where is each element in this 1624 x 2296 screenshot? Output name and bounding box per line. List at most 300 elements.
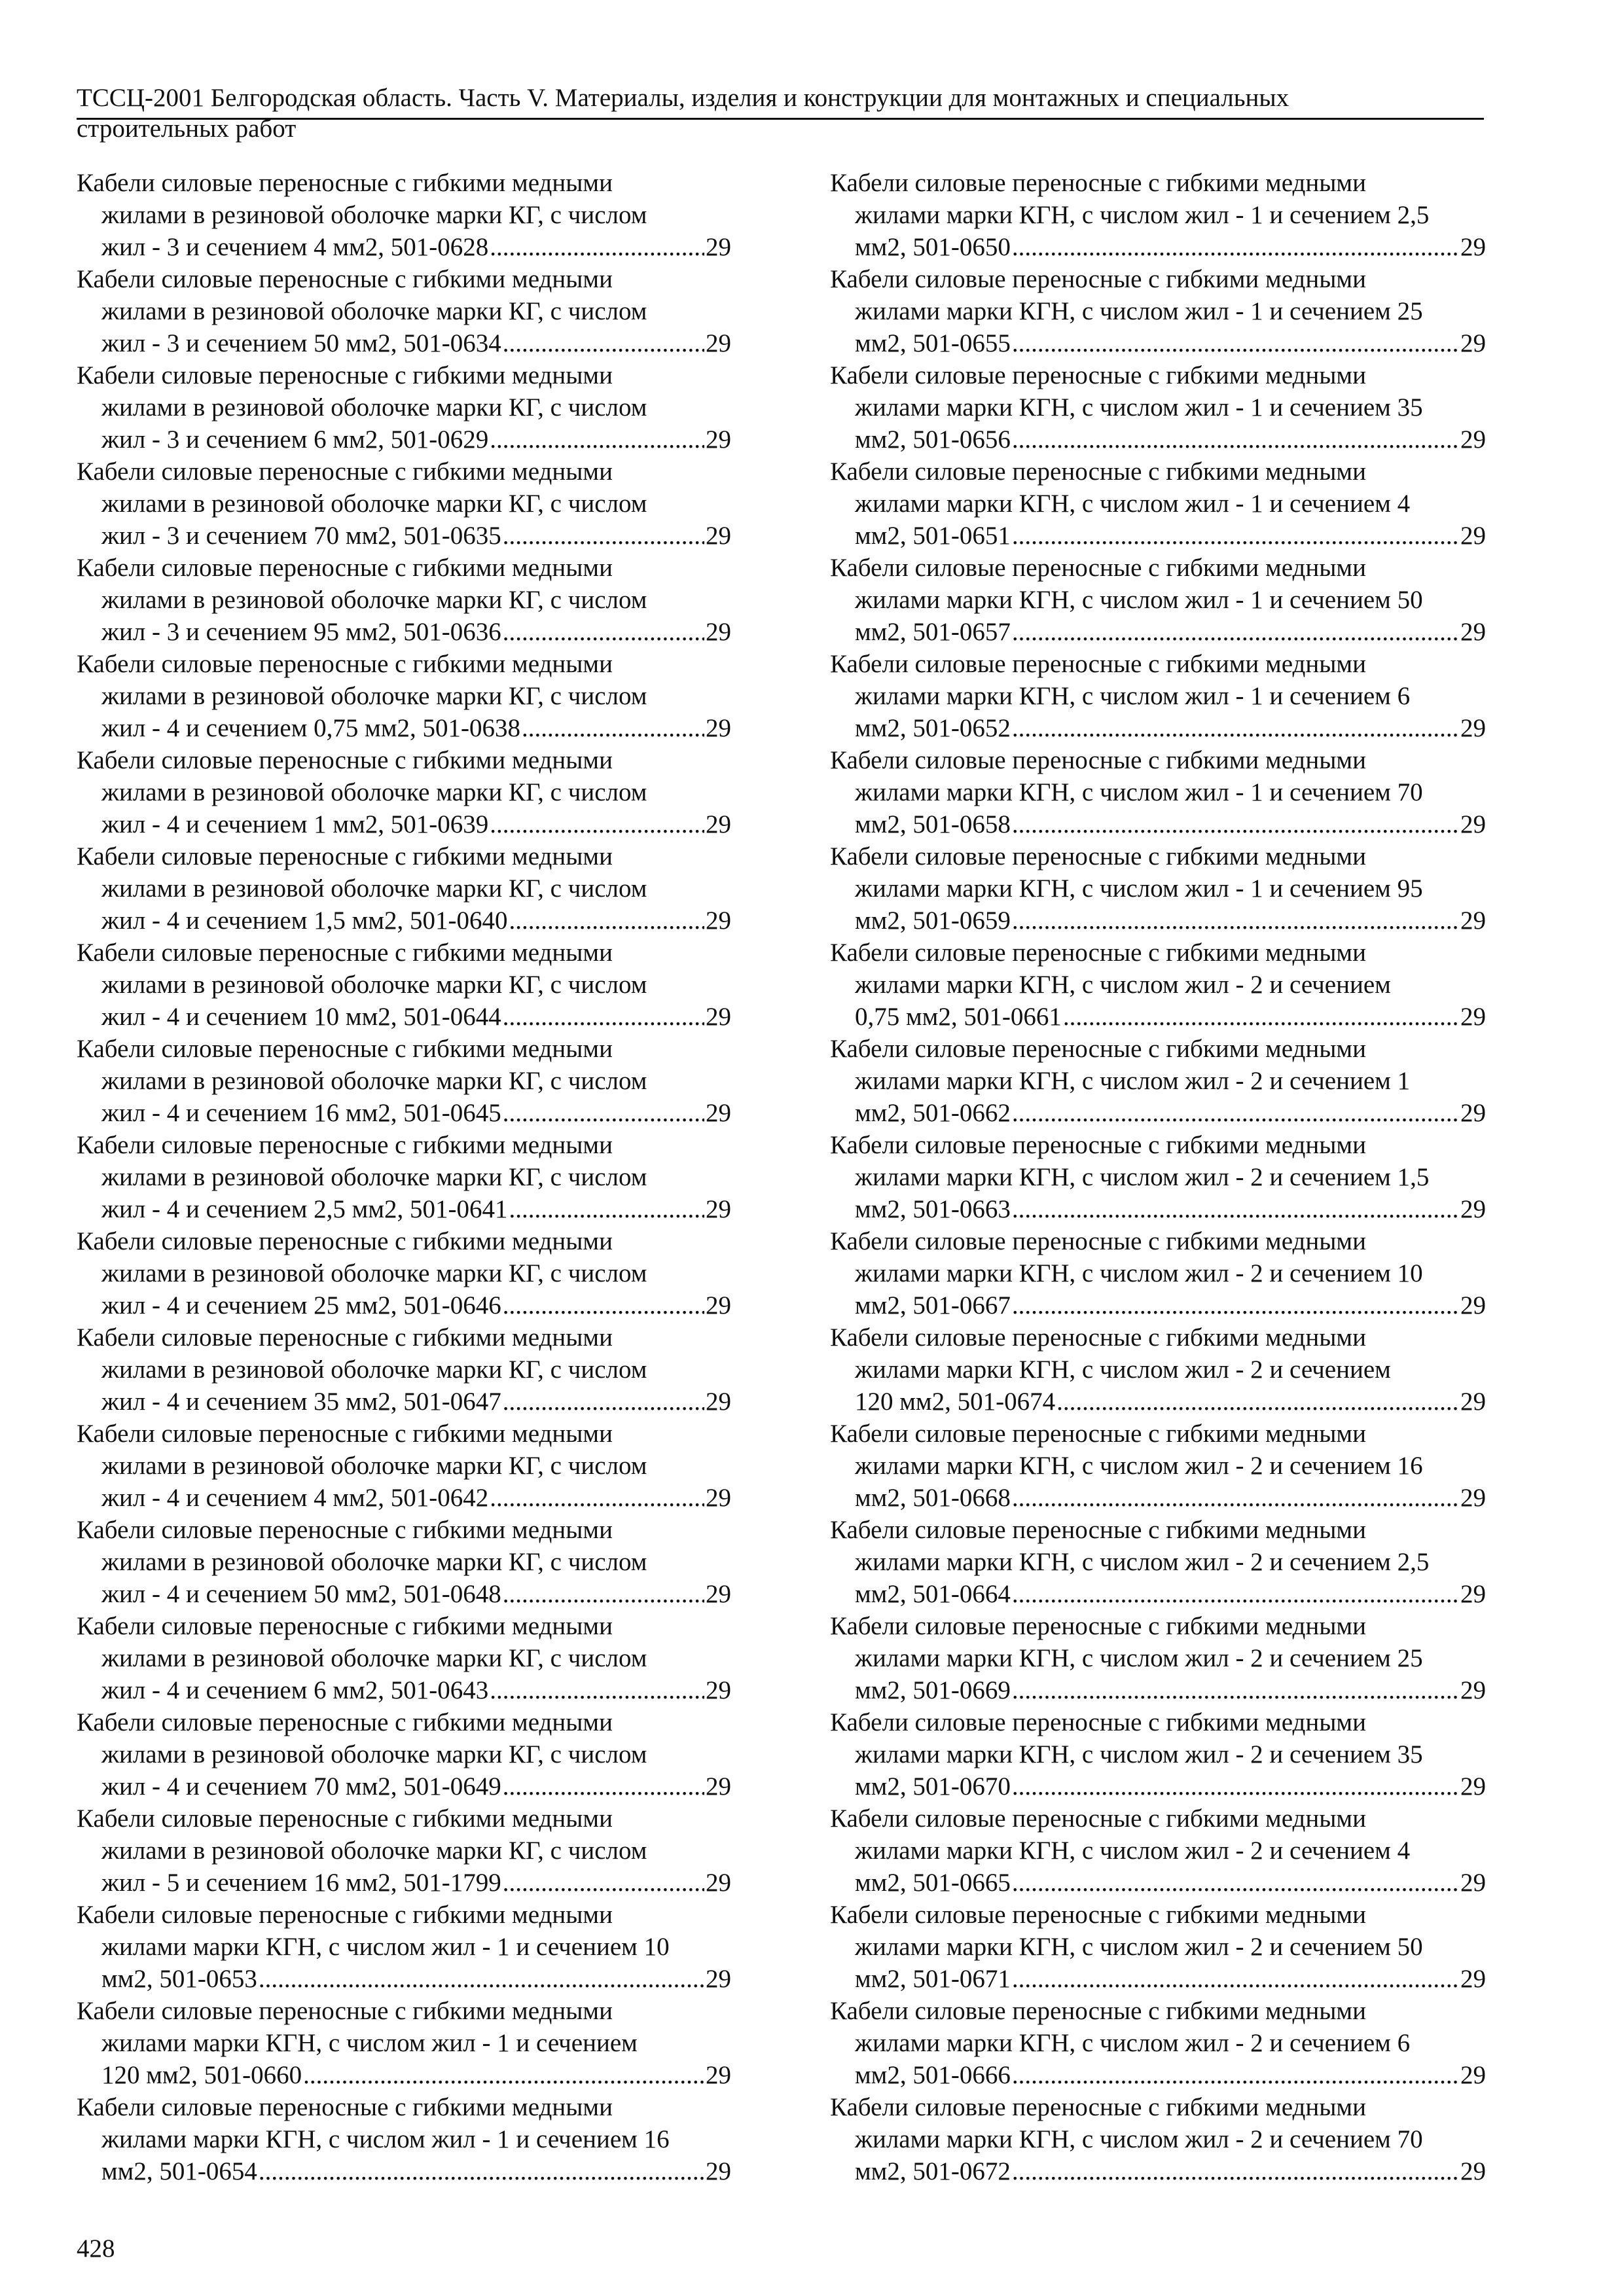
entry-text-line-1: Кабели силовые переносные с гибкими медными <box>830 1035 1366 1063</box>
entry-last-line <box>77 1193 731 1225</box>
entry-text-line-1: Кабели силовые переносные с гибкими медными <box>77 1035 613 1063</box>
entry-last-line <box>830 2059 1486 2091</box>
dot-leader <box>1063 1001 1459 1033</box>
entry-text-line-1: Кабели силовые переносные с гибкими медными <box>830 1227 1366 1255</box>
entry-text-line-2: жилами марки КГН, с числом жил - 1 и сечением 4 <box>855 490 1411 518</box>
entry-page-number: 29 <box>706 1965 731 1993</box>
entry-text-line-1: Кабели силовые переносные с гибкими медными <box>77 1708 613 1736</box>
dot-leader <box>1012 1770 1459 1803</box>
entry-text-line-3: жил - 4 и сечением 25 мм2, 501-0646 <box>101 1291 501 1319</box>
dot-leader <box>503 520 704 552</box>
entry-text-line-3: жил - 3 и сечением 4 мм2, 501-0628 <box>101 233 489 261</box>
dot-leader <box>503 1001 704 1033</box>
entry-text-line-1: Кабели силовые переносные с гибкими медными <box>77 361 613 389</box>
entry-text-line-1: Кабели силовые переносные с гибкими медными <box>830 1901 1366 1929</box>
entry-text-line-3: мм2, 501-0653 <box>101 1965 257 1993</box>
entry-last-line <box>830 2155 1486 2187</box>
entry-page-number: 29 <box>1460 1869 1486 1897</box>
index-entry <box>830 648 1486 744</box>
index-entry <box>830 1225 1486 1321</box>
index-column-left <box>77 167 731 2187</box>
entry-text-line-3: мм2, 501-0655 <box>855 329 1011 357</box>
dot-leader <box>1056 1386 1459 1418</box>
entry-page-number: 29 <box>706 1772 731 1801</box>
entry-text-line-2: жилами марки КГН, с числом жил - 1 и сечением 6 <box>855 682 1411 710</box>
entry-text-line-3: жил - 4 и сечением 16 мм2, 501-0645 <box>101 1099 501 1127</box>
dot-leader <box>1012 1289 1459 1321</box>
dot-leader <box>259 2155 704 2187</box>
entry-text-line-3: мм2, 501-0657 <box>855 618 1011 646</box>
page-header <box>77 82 1484 144</box>
entry-last-line <box>77 616 731 648</box>
index-entry <box>77 1225 731 1321</box>
entry-page-number: 29 <box>706 329 731 357</box>
entry-page-number: 29 <box>1460 714 1486 742</box>
index-entry <box>77 840 731 937</box>
entry-text-line-2: жилами в резиновой оболочке марки КГ, с числом <box>101 778 647 806</box>
entry-text-line-3: жил - 3 и сечением 70 мм2, 501-0635 <box>101 522 501 550</box>
index-entry <box>830 744 1486 840</box>
entry-text-line-1: Кабели силовые переносные с гибкими медными <box>77 1131 613 1159</box>
index-entry <box>77 1418 731 1514</box>
entry-page-number: 29 <box>706 714 731 742</box>
entry-last-line <box>830 423 1486 456</box>
entry-text-line-1: Кабели силовые переносные с гибкими медными <box>830 1516 1366 1544</box>
dot-leader <box>1012 1097 1459 1129</box>
entry-text-line-1: Кабели силовые переносные с гибкими медными <box>77 1227 613 1255</box>
dot-leader <box>490 1482 704 1514</box>
entry-page-number: 29 <box>706 1484 731 1512</box>
entry-page-number: 29 <box>706 2061 731 2089</box>
entry-text-line-2: жилами марки КГН, с числом жил - 2 и сечением 10 <box>855 1259 1423 1287</box>
entry-last-line <box>77 327 731 359</box>
entry-page-number: 29 <box>1460 1772 1486 1801</box>
entry-text-line-2: жилами марки КГН, с числом жил - 2 и сечением 50 <box>855 1933 1423 1961</box>
entry-text-line-1: Кабели силовые переносные с гибкими медными <box>830 2093 1366 2121</box>
entry-last-line <box>77 231 731 263</box>
entry-last-line <box>830 1770 1486 1803</box>
entry-text-line-3: мм2, 501-0651 <box>855 522 1011 550</box>
header-title-line-1: ТССЦ-2001 Белгородская область. Часть V. Материалы, изделия и конструкции для монтажных и специальных <box>77 84 1290 112</box>
entry-text-line-3: жил - 3 и сечением 6 мм2, 501-0629 <box>101 425 489 454</box>
entry-text-line-1: Кабели силовые переносные с гибкими медными <box>77 842 613 870</box>
entry-text-line-3: мм2, 501-0656 <box>855 425 1011 454</box>
index-entry <box>77 456 731 552</box>
dot-leader <box>503 1578 704 1610</box>
entry-text-line-3: мм2, 501-0662 <box>855 1099 1011 1127</box>
entry-text-line-3: 120 мм2, 501-0660 <box>101 2061 302 2089</box>
entry-text-line-1: Кабели силовые переносные с гибкими медными <box>830 265 1366 293</box>
entry-last-line <box>830 1097 1486 1129</box>
entry-text-line-3: мм2, 501-0663 <box>855 1195 1011 1223</box>
dot-leader <box>509 905 704 937</box>
entry-text-line-2: жилами марки КГН, с числом жил - 1 и сечением <box>101 2029 638 2057</box>
index-entry <box>830 1514 1486 1610</box>
entry-text-line-2: жилами в резиновой оболочке марки КГ, с числом <box>101 1837 647 1865</box>
entry-text-line-3: жил - 3 и сечением 95 мм2, 501-0636 <box>101 618 501 646</box>
dot-leader <box>503 1289 704 1321</box>
entry-text-line-1: Кабели силовые переносные с гибкими медными <box>830 650 1366 678</box>
entry-page-number: 29 <box>706 1099 731 1127</box>
index-entry <box>77 1995 731 2091</box>
entry-page-number: 29 <box>1460 906 1486 935</box>
entry-text-line-1: Кабели силовые переносные с гибкими медными <box>830 1420 1366 1448</box>
dot-leader <box>1012 2155 1459 2187</box>
index-entry <box>830 1033 1486 1129</box>
entry-text-line-3: жил - 4 и сечением 6 мм2, 501-0643 <box>101 1676 489 1704</box>
dot-leader <box>1012 520 1459 552</box>
dot-leader <box>1012 1963 1459 1995</box>
entry-text-line-2: жилами марки КГН, с числом жил - 2 и сечением 16 <box>855 1452 1423 1480</box>
entry-text-line-1: Кабели силовые переносные с гибкими медными <box>77 169 613 197</box>
index-entry <box>77 648 731 744</box>
dot-leader <box>503 1770 704 1803</box>
entry-page-number: 29 <box>1460 1484 1486 1512</box>
entry-last-line <box>77 1578 731 1610</box>
dot-leader <box>1012 808 1459 840</box>
entry-text-line-2: жилами в резиновой оболочке марки КГ, с числом <box>101 490 647 518</box>
entry-text-line-3: жил - 4 и сечением 4 мм2, 501-0642 <box>101 1484 489 1512</box>
index-entry <box>77 1803 731 1899</box>
entry-text-line-2: жилами марки КГН, с числом жил - 1 и сечением 35 <box>855 393 1423 422</box>
entry-text-line-3: жил - 4 и сечением 1 мм2, 501-0639 <box>101 810 489 838</box>
entry-text-line-1: Кабели силовые переносные с гибкими медными <box>830 361 1366 389</box>
entry-last-line <box>77 1963 731 1995</box>
dot-leader <box>1012 231 1459 263</box>
entry-text-line-3: мм2, 501-0666 <box>855 2061 1011 2089</box>
entry-page-number: 29 <box>706 1676 731 1704</box>
dot-leader <box>1012 712 1459 744</box>
entry-page-number: 29 <box>1460 1580 1486 1608</box>
entry-text-line-3: жил - 3 и сечением 50 мм2, 501-0634 <box>101 329 501 357</box>
entry-text-line-3: жил - 4 и сечением 70 мм2, 501-0649 <box>101 1772 501 1801</box>
entry-text-line-3: жил - 4 и сечением 50 мм2, 501-0648 <box>101 1580 501 1608</box>
entry-text-line-2: жилами в резиновой оболочке марки КГ, с числом <box>101 1548 647 1576</box>
entry-page-number: 29 <box>1460 329 1486 357</box>
entry-page-number: 29 <box>1460 1195 1486 1223</box>
entry-last-line <box>830 1482 1486 1514</box>
index-entry <box>77 1033 731 1129</box>
index-entry <box>830 1610 1486 1706</box>
entry-text-line-2: жилами в резиновой оболочке марки КГ, с числом <box>101 1067 647 1095</box>
index-entry <box>77 167 731 263</box>
entry-text-line-1: Кабели силовые переносные с гибкими медными <box>77 1804 613 1833</box>
entry-last-line <box>77 1674 731 1706</box>
dot-leader <box>303 2059 704 2091</box>
entry-text-line-3: мм2, 501-0664 <box>855 1580 1011 1608</box>
entry-last-line <box>77 712 731 744</box>
dot-leader <box>509 1193 704 1225</box>
index-entry <box>77 359 731 456</box>
entry-text-line-1: Кабели силовые переносные с гибкими медными <box>830 1131 1366 1159</box>
entry-page-number: 29 <box>1460 1099 1486 1127</box>
entry-text-line-2: жилами марки КГН, с числом жил - 2 и сечением <box>855 971 1391 999</box>
index-entry <box>77 2091 731 2187</box>
entry-last-line <box>830 520 1486 552</box>
dot-leader <box>1012 2059 1459 2091</box>
entry-text-line-1: Кабели силовые переносные с гибкими медными <box>77 1997 613 2025</box>
entry-text-line-1: Кабели силовые переносные с гибкими медными <box>830 1804 1366 1833</box>
entry-text-line-3: жил - 5 и сечением 16 мм2, 501-1799 <box>101 1869 501 1897</box>
entry-text-line-1: Кабели силовые переносные с гибкими медными <box>830 1708 1366 1736</box>
entry-text-line-3: мм2, 501-0650 <box>855 233 1011 261</box>
dot-leader <box>503 1097 704 1129</box>
index-entry <box>830 1995 1486 2091</box>
entry-page-number: 29 <box>1460 2061 1486 2089</box>
entry-last-line <box>830 1193 1486 1225</box>
entry-page-number: 29 <box>706 2157 731 2185</box>
index-entry <box>77 1899 731 1995</box>
entry-text-line-3: 120 мм2, 501-0674 <box>855 1388 1056 1416</box>
page-number: 428 <box>77 2234 115 2263</box>
entry-text-line-3: жил - 4 и сечением 10 мм2, 501-0644 <box>101 1003 501 1031</box>
entry-page-number: 29 <box>1460 233 1486 261</box>
index-entry <box>77 744 731 840</box>
entry-last-line <box>830 1578 1486 1610</box>
header-rule <box>77 118 1484 120</box>
entry-last-line <box>77 1867 731 1899</box>
entry-text-line-1: Кабели силовые переносные с гибкими медными <box>77 650 613 678</box>
dot-leader <box>1012 905 1459 937</box>
entry-page-number: 29 <box>1460 810 1486 838</box>
index-entry <box>830 456 1486 552</box>
entry-last-line <box>830 327 1486 359</box>
entry-text-line-1: Кабели силовые переносные с гибкими медными <box>77 746 613 774</box>
index-entry <box>830 167 1486 263</box>
index-entry <box>77 1129 731 1225</box>
dot-leader <box>490 1674 704 1706</box>
entry-last-line <box>77 808 731 840</box>
entry-text-line-3: мм2, 501-0669 <box>855 1676 1011 1704</box>
entry-text-line-2: жилами марки КГН, с числом жил - 2 и сечением 1 <box>855 1067 1411 1095</box>
entry-text-line-1: Кабели силовые переносные с гибкими медными <box>77 265 613 293</box>
entry-text-line-1: Кабели силовые переносные с гибкими медными <box>77 1323 613 1352</box>
entry-text-line-3: жил - 4 и сечением 0,75 мм2, 501-0638 <box>101 714 521 742</box>
entry-last-line <box>830 712 1486 744</box>
entry-text-line-3: 0,75 мм2, 501-0661 <box>855 1003 1062 1031</box>
index-entry <box>830 1129 1486 1225</box>
entry-text-line-2: жилами в резиновой оболочке марки КГ, с числом <box>101 682 647 710</box>
index-entry <box>830 1899 1486 1995</box>
entry-text-line-2: жилами в резиновой оболочке марки КГ, с числом <box>101 1355 647 1384</box>
dot-leader <box>1012 423 1459 456</box>
index-entry <box>77 552 731 648</box>
entry-page-number: 29 <box>1460 1388 1486 1416</box>
entry-last-line <box>77 520 731 552</box>
entry-text-line-2: жилами в резиновой оболочке марки КГ, с числом <box>101 1259 647 1287</box>
entry-page-number: 29 <box>706 618 731 646</box>
entry-text-line-1: Кабели силовые переносные с гибкими медными <box>830 169 1366 197</box>
entry-text-line-2: жилами в резиновой оболочке марки КГ, с числом <box>101 393 647 422</box>
entry-last-line <box>77 1289 731 1321</box>
entry-text-line-2: жилами марки КГН, с числом жил - 2 и сечением <box>855 1355 1391 1384</box>
entry-page-number: 29 <box>1460 425 1486 454</box>
entry-text-line-3: жил - 4 и сечением 1,5 мм2, 501-0640 <box>101 906 508 935</box>
index-entry <box>830 2091 1486 2187</box>
dot-leader <box>503 1867 704 1899</box>
index-entry <box>830 1321 1486 1418</box>
entry-text-line-2: жилами марки КГН, с числом жил - 2 и сечением 6 <box>855 2029 1411 2057</box>
dot-leader <box>503 327 704 359</box>
entry-page-number: 29 <box>706 1195 731 1223</box>
index-entry <box>77 1514 731 1610</box>
entry-page-number: 29 <box>706 1003 731 1031</box>
index-entry <box>77 1610 731 1706</box>
entry-last-line <box>830 1386 1486 1418</box>
header-title-line-2: строительных работ <box>77 115 297 143</box>
entry-text-line-2: жилами в резиновой оболочке марки КГ, с числом <box>101 586 647 614</box>
entry-last-line <box>830 1674 1486 1706</box>
dot-leader <box>503 616 704 648</box>
index-entry <box>830 1803 1486 1899</box>
entry-text-line-1: Кабели силовые переносные с гибкими медными <box>830 554 1366 582</box>
index-entry <box>830 359 1486 456</box>
index-entry <box>830 1418 1486 1514</box>
dot-leader <box>522 712 704 744</box>
entry-text-line-2: жилами марки КГН, с числом жил - 1 и сечением 95 <box>855 874 1423 903</box>
entry-last-line <box>830 1963 1486 1995</box>
index-entry <box>77 937 731 1033</box>
entry-text-line-3: жил - 4 и сечением 2,5 мм2, 501-0641 <box>101 1195 508 1223</box>
entry-last-line <box>77 1001 731 1033</box>
entry-page-number: 29 <box>706 1580 731 1608</box>
dot-leader <box>259 1963 704 1995</box>
entry-page-number: 29 <box>1460 1965 1486 1993</box>
entry-last-line <box>830 905 1486 937</box>
entry-text-line-3: мм2, 501-0671 <box>855 1965 1011 1993</box>
entry-last-line <box>77 1770 731 1803</box>
entry-last-line <box>830 1001 1486 1033</box>
entry-text-line-3: мм2, 501-0652 <box>855 714 1011 742</box>
dot-leader <box>490 808 704 840</box>
entry-last-line <box>77 423 731 456</box>
dot-leader <box>490 231 704 263</box>
entry-last-line <box>77 2155 731 2187</box>
entry-page-number: 29 <box>706 233 731 261</box>
entry-last-line <box>830 1289 1486 1321</box>
entry-last-line <box>77 1482 731 1514</box>
entry-text-line-2: жилами марки КГН, с числом жил - 1 и сечением 10 <box>101 1933 670 1961</box>
entry-text-line-1: Кабели силовые переносные с гибкими медными <box>830 457 1366 486</box>
entry-last-line <box>830 808 1486 840</box>
dot-leader <box>1012 616 1459 648</box>
entry-text-line-2: жилами марки КГН, с числом жил - 2 и сечением 1,5 <box>855 1163 1430 1191</box>
entry-text-line-3: мм2, 501-0654 <box>101 2157 257 2185</box>
entry-last-line <box>77 905 731 937</box>
entry-page-number: 29 <box>706 1291 731 1319</box>
entry-text-line-2: жилами марки КГН, с числом жил - 2 и сечением 4 <box>855 1837 1411 1865</box>
index-entry <box>830 1706 1486 1803</box>
entry-text-line-1: Кабели силовые переносные с гибкими медными <box>830 1323 1366 1352</box>
dot-leader <box>1012 327 1459 359</box>
entry-text-line-1: Кабели силовые переносные с гибкими медными <box>830 1997 1366 2025</box>
entry-page-number: 29 <box>706 425 731 454</box>
entry-page-number: 29 <box>706 906 731 935</box>
entry-last-line <box>830 231 1486 263</box>
entry-page-number: 29 <box>706 1388 731 1416</box>
entry-text-line-3: мм2, 501-0670 <box>855 1772 1011 1801</box>
entry-text-line-1: Кабели силовые переносные с гибкими медными <box>77 1901 613 1929</box>
entry-text-line-3: мм2, 501-0668 <box>855 1484 1011 1512</box>
entry-page-number: 29 <box>1460 618 1486 646</box>
entry-text-line-2: жилами в резиновой оболочке марки КГ, с числом <box>101 201 647 229</box>
entry-text-line-2: жилами марки КГН, с числом жил - 1 и сечением 50 <box>855 586 1423 614</box>
index-entry <box>77 1706 731 1803</box>
entry-text-line-2: жилами марки КГН, с числом жил - 2 и сечением 70 <box>855 2125 1423 2153</box>
entry-text-line-3: мм2, 501-0659 <box>855 906 1011 935</box>
entry-text-line-1: Кабели силовые переносные с гибкими медными <box>77 1420 613 1448</box>
dot-leader <box>1012 1674 1459 1706</box>
entry-text-line-2: жилами в резиновой оболочке марки КГ, с числом <box>101 297 647 325</box>
dot-leader <box>490 423 704 456</box>
index-column-right <box>830 167 1486 2187</box>
entry-text-line-2: жилами в резиновой оболочке марки КГ, с числом <box>101 1740 647 1768</box>
index-entry <box>77 263 731 359</box>
entry-text-line-1: Кабели силовые переносные с гибкими медными <box>830 842 1366 870</box>
dot-leader <box>1012 1578 1459 1610</box>
entry-text-line-2: жилами марки КГН, с числом жил - 1 и сечением 25 <box>855 297 1423 325</box>
dot-leader <box>1012 1867 1459 1899</box>
entry-text-line-2: жилами в резиновой оболочке марки КГ, с числом <box>101 971 647 999</box>
entry-text-line-2: жилами в резиновой оболочке марки КГ, с числом <box>101 1452 647 1480</box>
entry-text-line-2: жилами марки КГН, с числом жил - 1 и сечением 70 <box>855 778 1423 806</box>
entry-page-number: 29 <box>1460 1003 1486 1031</box>
entry-text-line-1: Кабели силовые переносные с гибкими медными <box>77 1612 613 1640</box>
entry-text-line-1: Кабели силовые переносные с гибкими медными <box>830 939 1366 967</box>
entry-page-number: 29 <box>706 1869 731 1897</box>
entry-last-line <box>77 1386 731 1418</box>
entry-text-line-3: мм2, 501-0658 <box>855 810 1011 838</box>
entry-text-line-1: Кабели силовые переносные с гибкими медными <box>77 2093 613 2121</box>
entry-page-number: 29 <box>1460 2157 1486 2185</box>
entry-text-line-2: жилами марки КГН, с числом жил - 1 и сечением 16 <box>101 2125 670 2153</box>
entry-page-number: 29 <box>706 810 731 838</box>
entry-text-line-2: жилами марки КГН, с числом жил - 2 и сечением 25 <box>855 1644 1423 1672</box>
entry-text-line-3: мм2, 501-0665 <box>855 1869 1011 1897</box>
index-entry <box>830 263 1486 359</box>
entry-last-line <box>77 2059 731 2091</box>
entry-text-line-3: мм2, 501-0672 <box>855 2157 1011 2185</box>
index-entry <box>830 937 1486 1033</box>
index-entry <box>77 1321 731 1418</box>
entry-text-line-2: жилами марки КГН, с числом жил - 2 и сечением 2,5 <box>855 1548 1430 1576</box>
entry-page-number: 29 <box>1460 522 1486 550</box>
entry-text-line-1: Кабели силовые переносные с гибкими медными <box>830 746 1366 774</box>
entry-text-line-3: мм2, 501-0667 <box>855 1291 1011 1319</box>
dot-leader <box>503 1386 704 1418</box>
entry-text-line-1: Кабели силовые переносные с гибкими медными <box>77 939 613 967</box>
entry-text-line-1: Кабели силовые переносные с гибкими медными <box>77 554 613 582</box>
entry-text-line-2: жилами марки КГН, с числом жил - 2 и сечением 35 <box>855 1740 1423 1768</box>
entry-text-line-1: Кабели силовые переносные с гибкими медными <box>77 457 613 486</box>
dot-leader <box>1012 1482 1459 1514</box>
entry-page-number: 29 <box>706 522 731 550</box>
entry-text-line-2: жилами марки КГН, с числом жил - 1 и сечением 2,5 <box>855 201 1430 229</box>
entry-last-line <box>77 1097 731 1129</box>
entry-last-line <box>830 616 1486 648</box>
entry-text-line-3: жил - 4 и сечением 35 мм2, 501-0647 <box>101 1388 501 1416</box>
index-entry <box>830 840 1486 937</box>
index-entry <box>830 552 1486 648</box>
dot-leader <box>1012 1193 1459 1225</box>
entry-page-number: 29 <box>1460 1676 1486 1704</box>
entry-text-line-2: жилами в резиновой оболочке марки КГ, с числом <box>101 1644 647 1672</box>
entry-text-line-1: Кабели силовые переносные с гибкими медными <box>77 1516 613 1544</box>
entry-last-line <box>830 1867 1486 1899</box>
entry-text-line-2: жилами в резиновой оболочке марки КГ, с числом <box>101 874 647 903</box>
entry-text-line-1: Кабели силовые переносные с гибкими медными <box>830 1612 1366 1640</box>
entry-page-number: 29 <box>1460 1291 1486 1319</box>
